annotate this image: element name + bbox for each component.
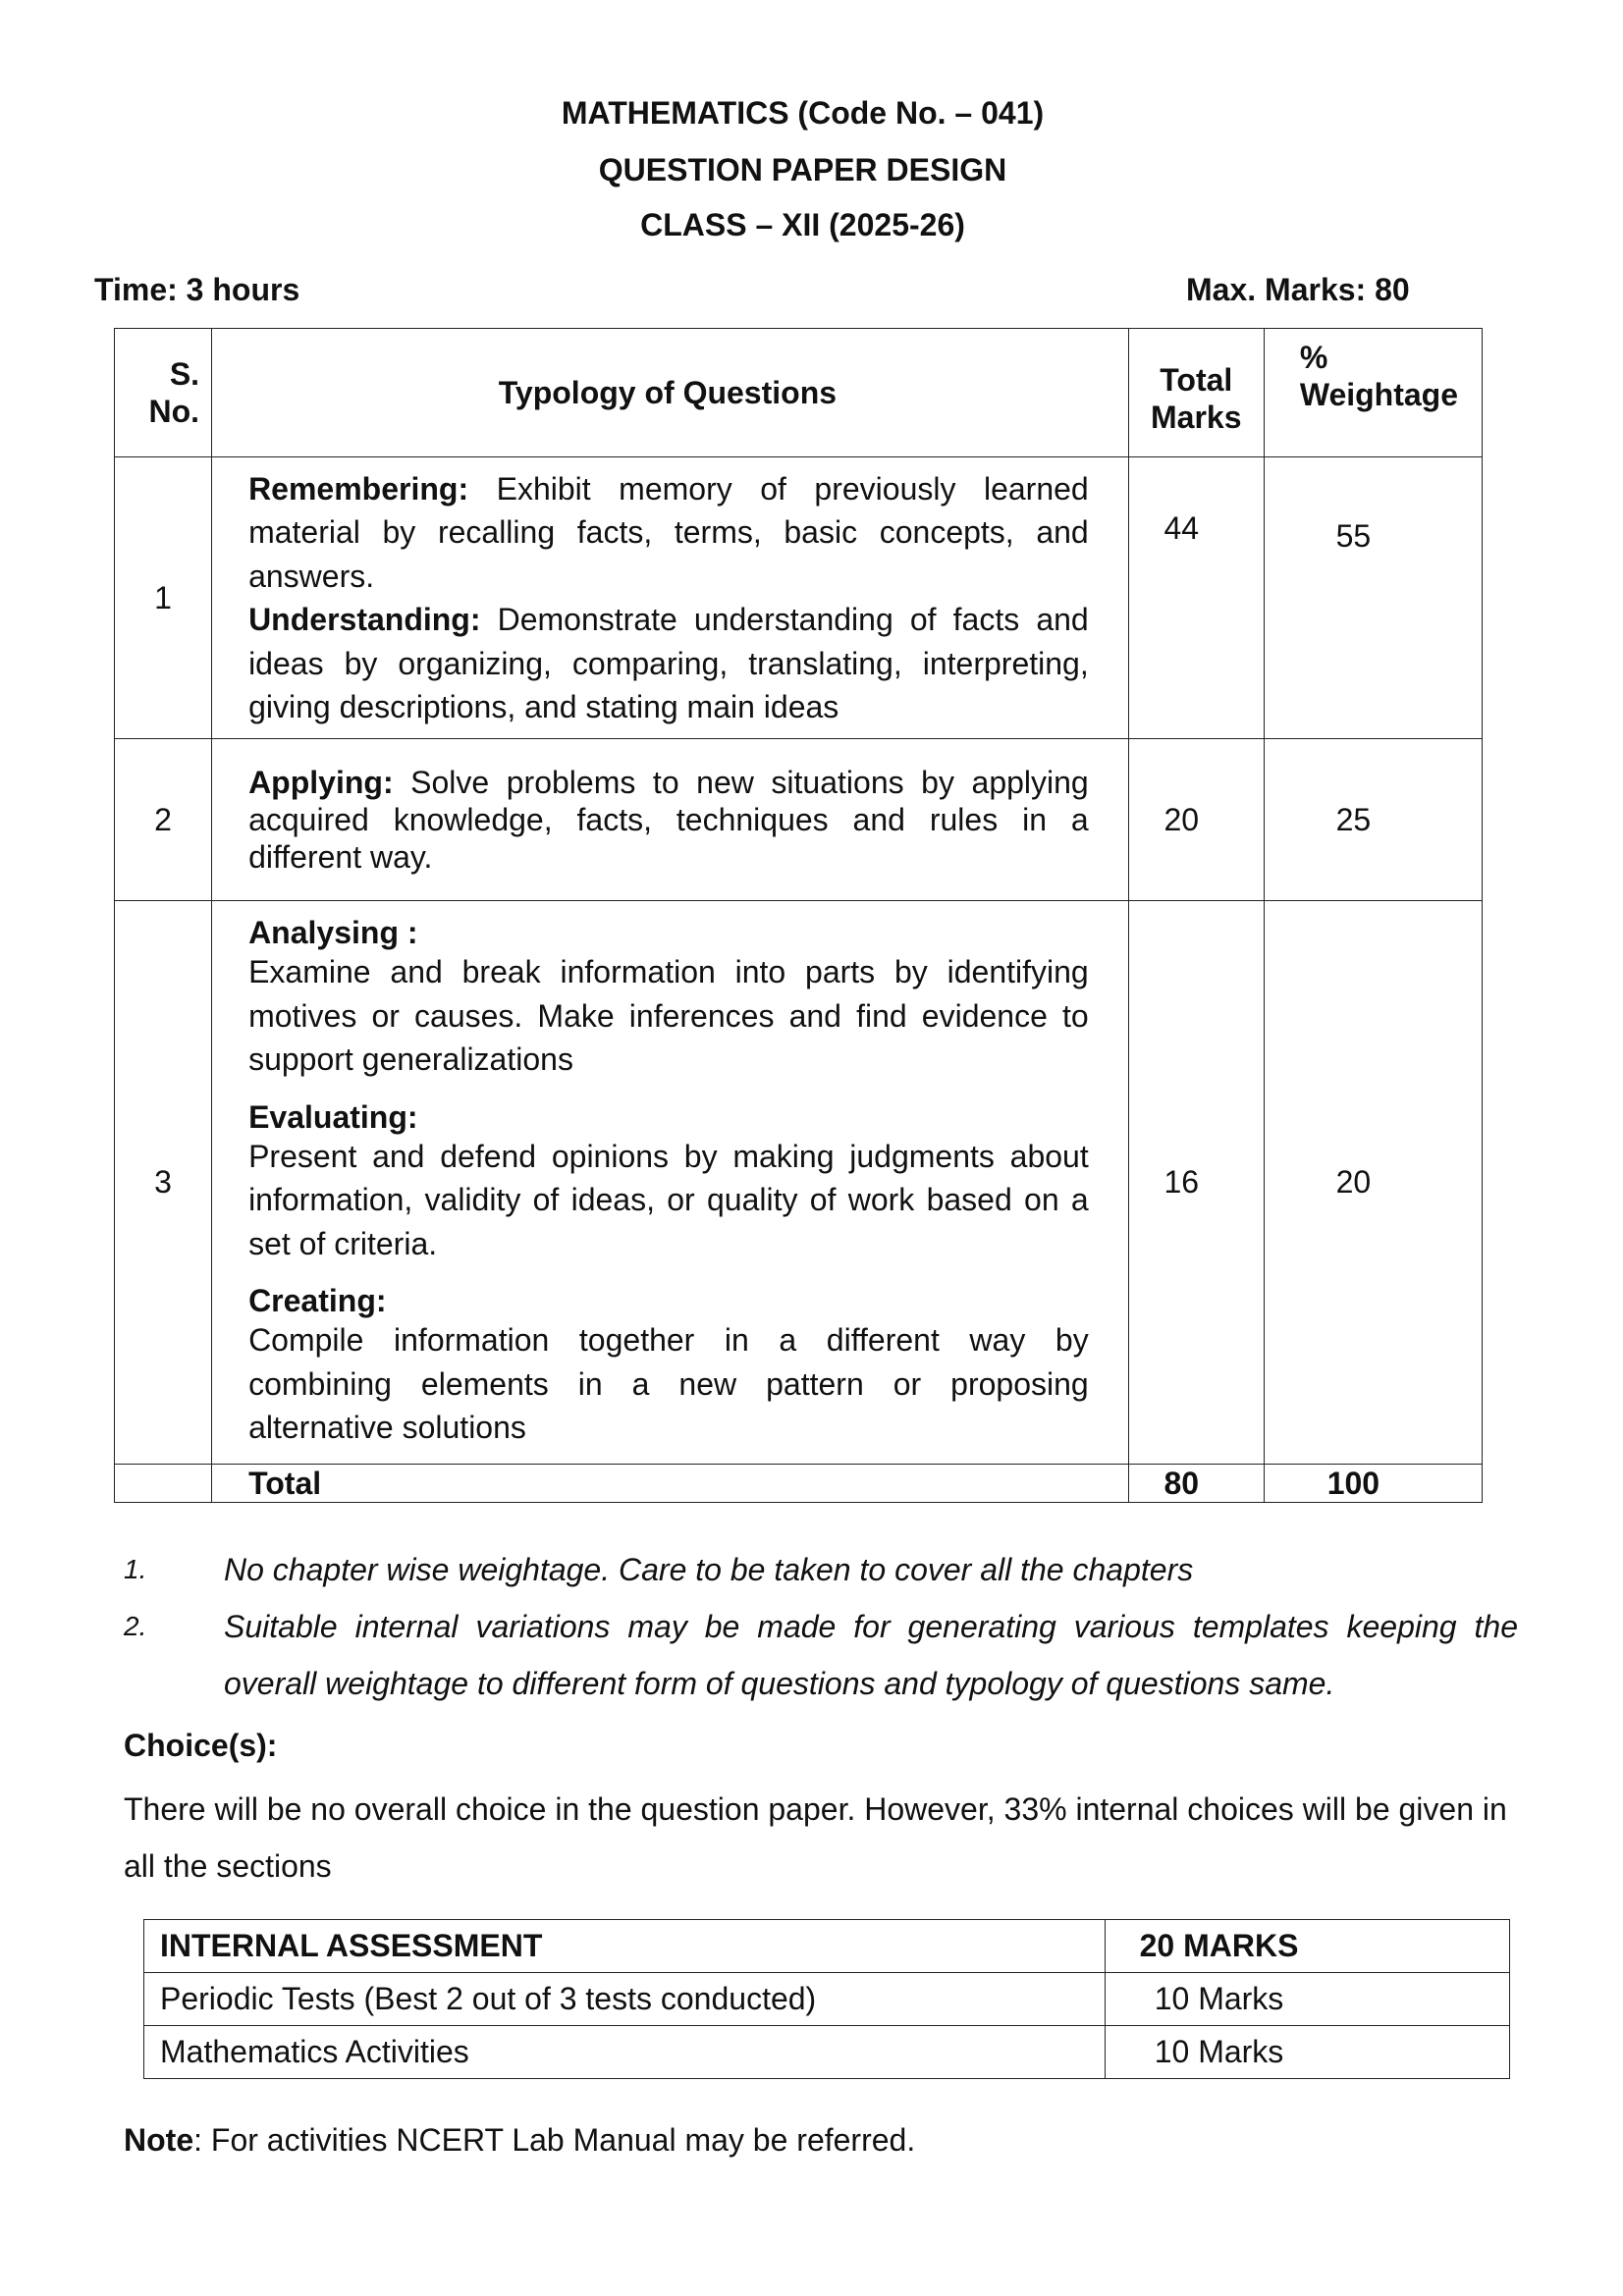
total-sno-empty: [115, 1465, 212, 1503]
typology-text: Solve problems to new situations by applying acquired knowledge, facts, techniques and rules in a different way.: [248, 765, 1089, 875]
table-row: [144, 2026, 1510, 2079]
internal-assessment-table: [143, 1919, 1510, 2079]
max-marks-label: Max. Marks: 80: [1186, 272, 1410, 307]
row-total-marks: 16: [1128, 901, 1264, 1465]
table-row: [144, 1973, 1510, 2026]
typology-head: Applying:: [248, 765, 394, 800]
row-sno: 1: [115, 457, 212, 739]
note-text: Suitable internal variations may be made for generating various templates keeping the overall weightage to different form of questions and typology of questions same.: [224, 1609, 1518, 1701]
footer-note-text: : For activities NCERT Lab Manual may be referred.: [193, 2122, 916, 2158]
row-typology: [212, 457, 1129, 739]
total-marks-value: 80: [1128, 1465, 1264, 1503]
ia-marks: 10 Marks: [1106, 2026, 1510, 2079]
header-typology: Typology of Questions: [212, 329, 1129, 457]
ia-marks: 10 Marks: [1106, 1973, 1510, 2026]
typology-item: [248, 467, 1089, 599]
table-row: [115, 739, 1483, 901]
question-design-table: [114, 328, 1483, 1503]
row-total-marks: 44: [1128, 457, 1264, 739]
ia-heading: INTERNAL ASSESSMENT: [144, 1920, 1106, 1973]
typology-head: Remembering:: [248, 470, 469, 507]
note-text: No chapter wise weightage. Care to be taken to cover all the chapters: [224, 1552, 1194, 1587]
typology-head: Understanding:: [248, 602, 481, 637]
row-weightage: 25: [1264, 739, 1482, 901]
time-label: Time: 3 hours: [94, 272, 300, 307]
typology-item: [248, 598, 1089, 729]
typology-text: Demonstrate understanding of facts and ideas by organizing, comparing, translating, interpreting, giving descriptions, and stating main ideas: [248, 602, 1089, 724]
typology-text: Exhibit memory of previously learned material by recalling facts, terms, basic concepts, and answers.: [248, 470, 1089, 594]
row-sno: 3: [115, 901, 212, 1465]
header-total-marks: Total Marks: [1128, 329, 1264, 457]
total-weightage-value: 100: [1264, 1465, 1482, 1503]
typology-text: Present and defend opinions by making judgments about information, validity of ideas, or quality of work based on a set of criteria.: [248, 1138, 1089, 1261]
row-weightage: 20: [1264, 901, 1482, 1465]
ia-label: Periodic Tests (Best 2 out of 3 tests conducted): [144, 1973, 1106, 2026]
table-row: [144, 1920, 1510, 1973]
typology-text: Examine and break information into parts by identifying motives or causes. Make inferences and find evidence to support generalizations: [248, 954, 1089, 1078]
note-number: 1.: [124, 1554, 147, 1584]
total-label: Total: [212, 1465, 1129, 1503]
typology-head: Creating:: [248, 1283, 387, 1319]
typology-head: Evaluating:: [248, 1098, 418, 1135]
footer-note-label: Note: [124, 2122, 194, 2158]
note-number: 2.: [124, 1611, 147, 1641]
row-typology: [212, 739, 1129, 901]
total-row: [115, 1465, 1483, 1503]
table-row: [115, 901, 1483, 1465]
list-item: [124, 1541, 1518, 1598]
typology-text: Compile information together in a different way by combining elements in a new pattern or proposing alternative solutions: [248, 1322, 1089, 1446]
choices-text: There will be no overall choice in the question paper. However, 33% internal choices will be given in all the sections: [124, 1791, 1507, 1884]
ia-label: Mathematics Activities: [144, 2026, 1106, 2079]
document-title: MATHEMATICS (Code No. – 041): [561, 95, 1045, 131]
class-label: CLASS – XII (2025-26): [640, 207, 965, 242]
footer-note: [124, 2120, 915, 2160]
typology-head: Analysing :: [248, 915, 418, 951]
list-item: [124, 1598, 1518, 1712]
row-weightage: 55: [1264, 457, 1482, 739]
choices-heading: Choice(s):: [124, 1728, 278, 1763]
notes-list: [124, 1541, 1518, 1712]
typology-item: [248, 764, 1089, 876]
ia-heading-marks: 20 MARKS: [1106, 1920, 1510, 1973]
document-subtitle: QUESTION PAPER DESIGN: [598, 152, 1007, 187]
row-sno: 2: [115, 739, 212, 901]
row-typology: [212, 901, 1129, 1465]
header-sno: S. No.: [115, 329, 212, 457]
table-row: [115, 457, 1483, 739]
header-weightage: % Weightage: [1264, 329, 1482, 457]
table-header-row: [115, 329, 1483, 457]
row-total-marks: 20: [1128, 739, 1264, 901]
